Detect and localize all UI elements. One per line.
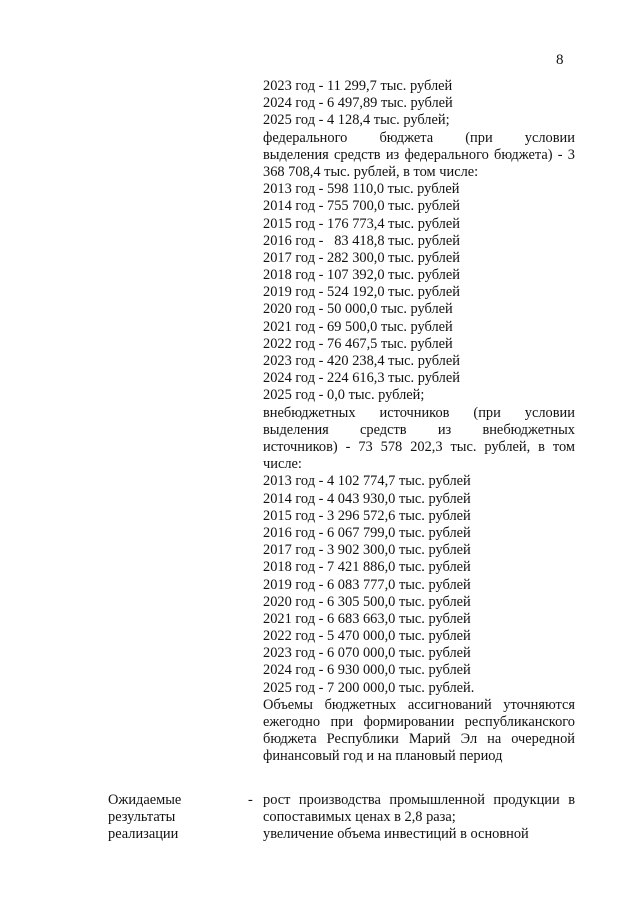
result-item: рост производства промышленной продукции в сопоставимых ценах в 2,8 раза; xyxy=(263,792,575,826)
offbudget-year-line: 2013 год - 4 102 774,7 тыс. рублей xyxy=(263,473,471,490)
federal-year-line: 2020 год - 50 000,0 тыс. рублей xyxy=(263,301,453,318)
federal-years-list xyxy=(263,181,575,404)
offbudget-year-line: 2015 год - 3 296 572,6 тыс. рублей xyxy=(263,507,471,524)
offbudget-year-line: 2020 год - 6 305 500,0 тыс. рублей xyxy=(263,593,471,610)
federal-year-line: 2013 год - 598 110,0 тыс. рублей xyxy=(263,181,460,198)
result-item: увеличение объема инвестиций в основной xyxy=(263,826,529,843)
federal-year-line: 2019 год - 524 192,0 тыс. рублей xyxy=(263,284,460,301)
expected-results-label xyxy=(108,792,228,844)
offbudget-intro-line: внебюджетных источников (при условии xyxy=(263,404,575,421)
label-line: результаты xyxy=(108,809,176,826)
federal-year-line: 2015 год - 176 773,4 тыс. рублей xyxy=(263,215,460,232)
funding-column xyxy=(263,78,575,766)
federal-year-line: 2025 год - 0,0 тыс. рублей; xyxy=(263,387,425,404)
page-number: 8 xyxy=(556,52,564,68)
expected-results-content xyxy=(263,792,575,844)
offbudget-year-line: 2019 год - 6 083 777,0 тыс. рублей xyxy=(263,576,471,593)
federal-year-line: 2016 год - 83 418,8 тыс. рублей xyxy=(263,232,460,249)
funding-line: 2025 год - 4 128,4 тыс. рублей; xyxy=(263,112,450,129)
offbudget-year-line: 2024 год - 6 930 000,0 тыс. рублей xyxy=(263,662,471,679)
federal-year-line: 2023 год - 420 238,4 тыс. рублей xyxy=(263,353,460,370)
federal-intro-line: федерального бюджета (при условии xyxy=(263,129,575,146)
offbudget-year-line: 2022 год - 5 470 000,0 тыс. рублей xyxy=(263,628,471,645)
offbudget-year-line: 2018 год - 7 421 886,0 тыс. рублей xyxy=(263,559,471,576)
offbudget-year-line: 2021 год - 6 683 663,0 тыс. рублей xyxy=(263,610,471,627)
federal-year-line: 2014 год - 755 700,0 тыс. рублей xyxy=(263,198,460,215)
offbudget-years-list xyxy=(263,473,575,696)
federal-year-line: 2018 год - 107 392,0 тыс. рублей xyxy=(263,267,460,284)
federal-year-line: 2021 год - 69 500,0 тыс. рублей xyxy=(263,318,453,335)
label-line: Ожидаемые xyxy=(108,792,182,808)
offbudget-intro-line-2: выделения средств из внебюджетных xyxy=(263,421,575,438)
label-line: реализации xyxy=(108,826,179,843)
funding-line: 2023 год - 11 299,7 тыс. рублей xyxy=(263,78,453,94)
offbudget-year-line: 2023 год - 6 070 000,0 тыс. рублей xyxy=(263,645,471,662)
closing-paragraph: Объемы бюджетных ассигнований уточняются ежегодно при формировании республиканского бюджета Республики Марий Эл на очередной финансовый год и на плановый период xyxy=(263,696,575,765)
federal-year-line: 2017 год - 282 300,0 тыс. рублей xyxy=(263,249,460,266)
offbudget-intro-text: источников) - 73 578 202,3 тыс. рублей, в том числе: xyxy=(263,438,575,473)
offbudget-year-line: 2016 год - 6 067 799,0 тыс. рублей xyxy=(263,524,471,541)
offbudget-year-line: 2017 год - 3 902 300,0 тыс. рублей xyxy=(263,542,471,559)
row-dash: - xyxy=(248,792,253,808)
funding-line: 2024 год - 6 497,89 тыс. рублей xyxy=(263,95,453,112)
federal-year-line: 2022 год - 76 467,5 тыс. рублей xyxy=(263,335,453,352)
offbudget-year-line: 2025 год - 7 200 000,0 тыс. рублей. xyxy=(263,679,475,696)
offbudget-year-line: 2014 год - 4 043 930,0 тыс. рублей xyxy=(263,490,471,507)
federal-intro-text: выделения средств из федерального бюджета) - 3 368 708,4 тыс. рублей, в том числе: xyxy=(263,146,575,180)
federal-year-line: 2024 год - 224 616,3 тыс. рублей xyxy=(263,370,460,387)
